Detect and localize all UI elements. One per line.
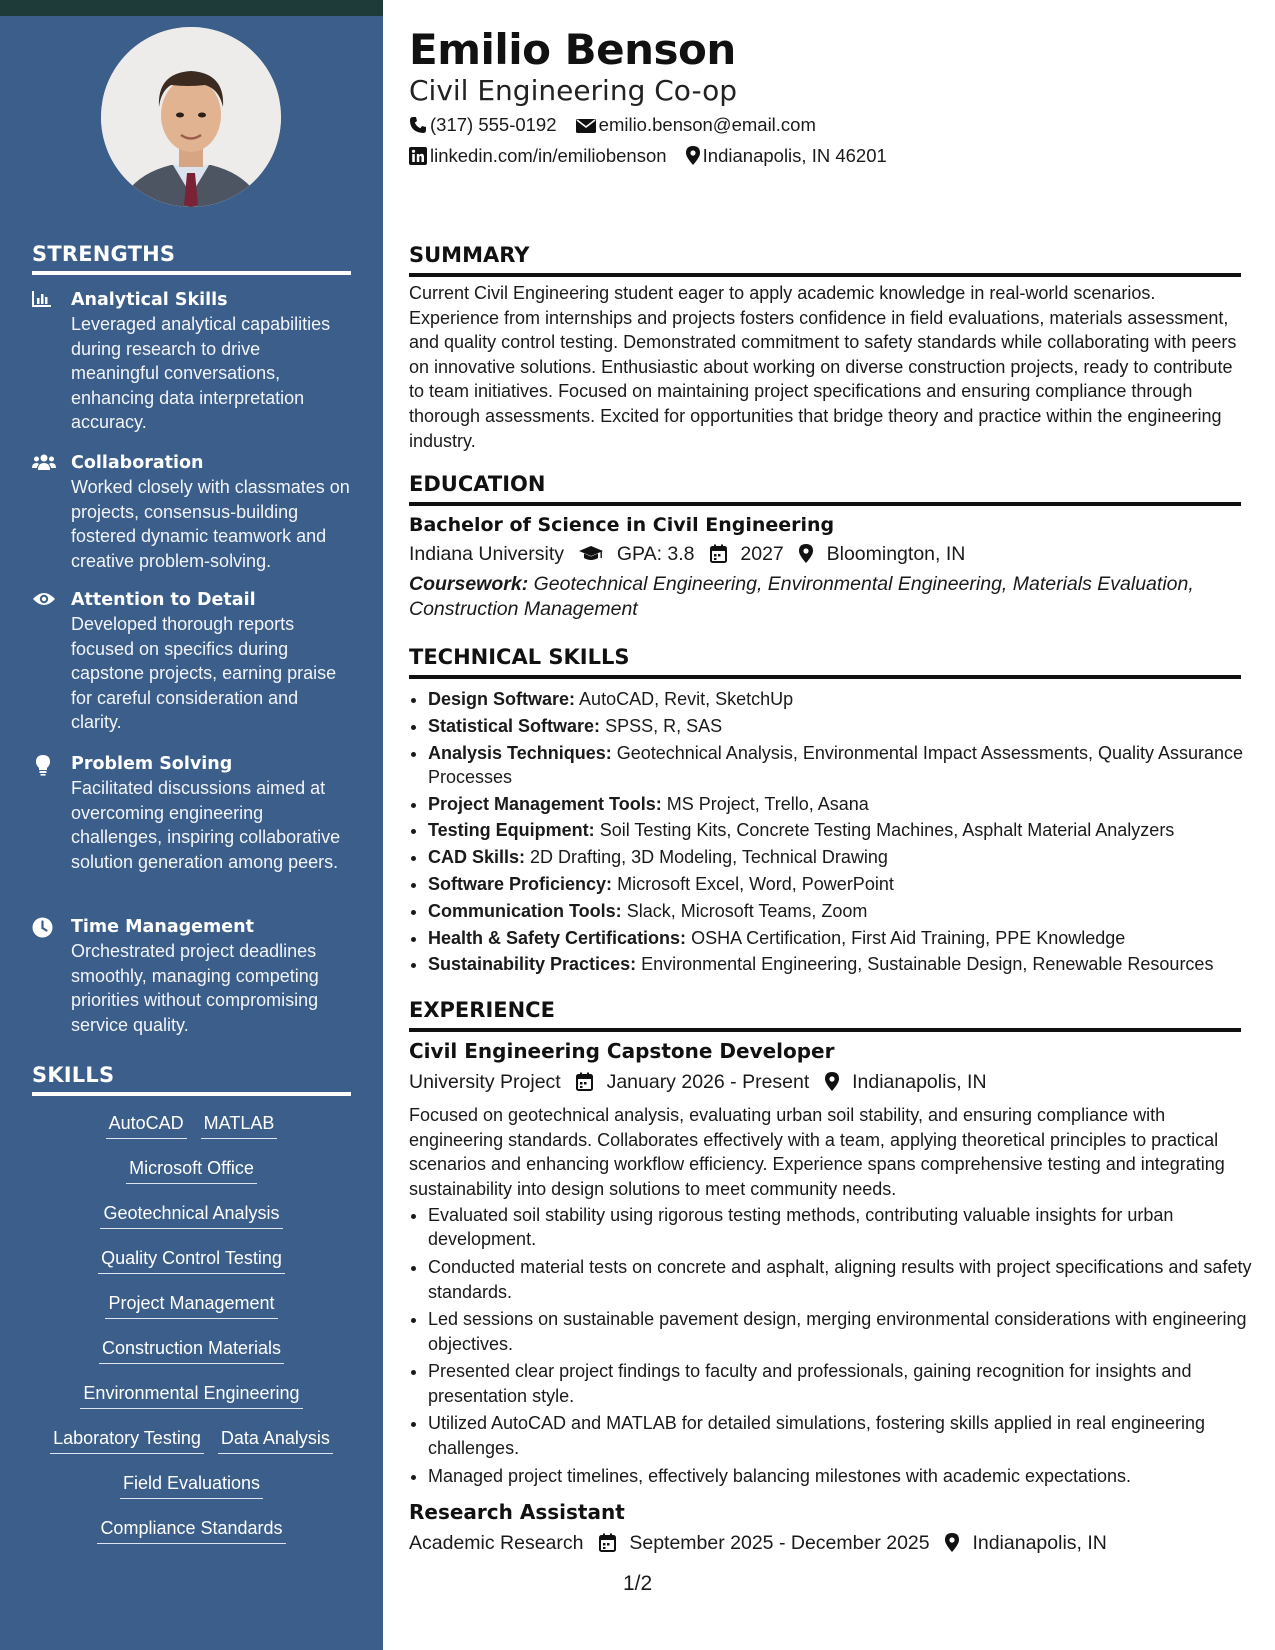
skill-values: 2D Drafting, 3D Modeling, Technical Drawing: [530, 847, 888, 868]
location-text: Indianapolis, IN 46201: [702, 145, 887, 166]
education-heading: EDUCATION: [409, 470, 1241, 506]
list-item: [428, 872, 1260, 896]
skill-tag: Construction Materials: [99, 1336, 284, 1364]
skill-tag: AutoCAD: [106, 1111, 187, 1139]
skill-category: Analysis Techniques:: [428, 742, 612, 763]
skill-category: Health & Safety Certifications:: [428, 927, 687, 948]
strength-item: [32, 588, 352, 735]
strength-item: [32, 451, 352, 573]
graduation-cap-icon: [579, 545, 603, 563]
skill-category: CAD Skills:: [428, 847, 526, 868]
list-item: [428, 818, 1260, 842]
map-pin-icon: [945, 1533, 959, 1552]
skill-row: [32, 1246, 351, 1274]
skill-tag: Environmental Engineering: [80, 1381, 302, 1409]
strength-title: Problem Solving: [71, 754, 233, 774]
skill-row: [32, 1381, 351, 1409]
strength-description: Orchestrated project deadlines smoothly, managing competing priorities without compromising service quality.: [71, 941, 319, 1035]
email-contact[interactable]: [576, 112, 816, 138]
skill-tag: Compliance Standards: [97, 1516, 285, 1544]
linkedin-icon: [409, 147, 427, 165]
list-item: [428, 714, 1260, 738]
map-pin-icon: [686, 146, 700, 165]
map-pin-icon: [825, 1072, 839, 1091]
sidebar: [0, 0, 383, 1650]
job-dates: September 2025 - December 2025: [629, 1532, 930, 1554]
skill-values: Environmental Engineering, Sustainable Design, Renewable Resources: [641, 954, 1214, 975]
calendar-icon: [576, 1072, 593, 1091]
skill-category: Communication Tools:: [428, 900, 622, 921]
summary-text: Current Civil Engineering student eager to apply academic knowledge in real-world scenarios. Experience from internships and projects fosters confidence in field evaluations, materials assessment, and quality control testing. Demonstrated commitment to safety standards while collaborating with peers on innovative solutions. Enthusiastic about working on diverse construction projects, ready to contribute to team initiatives. Focused on maintaining project specifications and ensuring compliance through thorough assessments. Excited for opportunities that bridge theory and practice within the engineering industry.: [409, 283, 1237, 451]
users-icon: [32, 453, 54, 475]
skill-tag: Quality Control Testing: [98, 1246, 285, 1274]
skill-row: [32, 1291, 351, 1319]
list-item: [428, 741, 1260, 789]
skills-heading: SKILLS: [32, 1061, 351, 1096]
skill-tag: Geotechnical Analysis: [100, 1201, 282, 1229]
skill-tag: Field Evaluations: [120, 1471, 263, 1499]
phone-contact: [409, 112, 557, 138]
strength-item: [32, 752, 352, 874]
lightbulb-icon: [32, 754, 54, 776]
experience-heading: EXPERIENCE: [409, 996, 1241, 1032]
strength-description: Developed thorough reports focused on specifics during capstone projects, earning praise for careful consideration and clarity.: [71, 614, 337, 733]
skill-category: Software Proficiency:: [428, 873, 613, 894]
list-item: [428, 687, 1260, 711]
skill-row: [32, 1201, 351, 1229]
education-degree: Bachelor of Science in Civil Engineering: [409, 514, 835, 536]
coursework-label: Coursework:: [409, 573, 529, 595]
strength-title: Time Management: [71, 917, 254, 937]
skill-row: [32, 1336, 351, 1364]
list-item: [428, 952, 1260, 976]
linkedin-url[interactable]: linkedin.com/in/emiliobenson: [430, 145, 667, 166]
strength-item: [32, 915, 352, 1037]
phone-number: (317) 555-0192: [430, 114, 557, 135]
job-title: Civil Engineering Capstone Developer: [409, 1039, 835, 1063]
skill-row: [32, 1111, 351, 1139]
coursework-list: Geotechnical Engineering, Environmental Engineering, Materials Evaluation, Construction Management: [409, 573, 1194, 620]
list-item: • Led sessions on sustainable pavement design, merging environmental considerations with engineering objectives.: [428, 1307, 1260, 1356]
skill-row: [32, 1471, 351, 1499]
skill-row: [32, 1426, 351, 1454]
job-organization: Academic Research: [409, 1532, 584, 1554]
candidate-title: Civil Engineering Co-op: [409, 74, 737, 107]
skill-category: Sustainability Practices:: [428, 954, 637, 975]
map-pin-icon: [799, 544, 813, 563]
skill-tag: Data Analysis: [218, 1426, 333, 1454]
job-location: Indianapolis, IN: [972, 1532, 1107, 1554]
strength-description: Leveraged analytical capabilities during research to drive meaningful conversations, enhancing data interpretation accuracy.: [71, 314, 331, 433]
job-bullets: [409, 1203, 1260, 1491]
job-dates: January 2026 - Present: [606, 1071, 810, 1093]
technical-skills-heading: TECHNICAL SKILLS: [409, 643, 1241, 679]
skill-row: [32, 1156, 351, 1184]
skill-values: Geotechnical Analysis, Environmental Impact Assessments, Quality Assurance Processes: [428, 742, 1244, 787]
strength-description: Worked closely with classmates on projects, consensus-building fostered dynamic teamwork and creative problem-solving.: [71, 477, 350, 571]
list-item: • Managed project timelines, effectively balancing milestones with academic expectations.: [428, 1464, 1260, 1488]
skill-values: Microsoft Excel, Word, PowerPoint: [617, 873, 894, 894]
skill-values: OSHA Certification, First Aid Training, PPE Knowledge: [691, 927, 1126, 948]
education-year: 2027: [740, 543, 784, 565]
list-item: • Evaluated soil stability using rigorous testing methods, contributing valuable insights for urban development.: [428, 1203, 1260, 1252]
list-item: [428, 845, 1260, 869]
contact-line: [409, 112, 830, 138]
skill-category: Statistical Software:: [428, 715, 601, 736]
list-item: [428, 926, 1260, 950]
page-number: 1/2: [623, 1572, 653, 1595]
summary-heading: SUMMARY: [409, 241, 1241, 277]
skill-values: AutoCAD, Revit, SketchUp: [579, 689, 794, 709]
clock-icon: [32, 917, 54, 939]
phone-icon: [409, 116, 427, 134]
skill-row: [32, 1516, 351, 1544]
calendar-icon: [710, 544, 727, 563]
skill-tag: Laboratory Testing: [50, 1426, 204, 1454]
education-meta: [409, 540, 965, 568]
avatar: [101, 27, 281, 207]
skill-values: MS Project, Trello, Asana: [666, 793, 869, 814]
skill-values: Soil Testing Kits, Concrete Testing Machines, Asphalt Material Analyzers: [599, 820, 1175, 841]
technical-skills-list: [409, 687, 1260, 979]
job-location: Indianapolis, IN: [852, 1071, 987, 1093]
envelope-icon: [576, 118, 596, 134]
strength-title: Collaboration: [71, 453, 204, 473]
list-item: [428, 792, 1260, 816]
list-item: [428, 899, 1260, 923]
job-title: Research Assistant: [409, 1500, 625, 1524]
strength-item: [32, 288, 352, 435]
skill-category: Testing Equipment:: [428, 820, 595, 841]
education-school: Indiana University: [409, 543, 564, 565]
list-item: • Utilized AutoCAD and MATLAB for detailed simulations, fostering skills applied in real engineering challenges.: [428, 1411, 1260, 1460]
list-item: • Conducted material tests on concrete and asphalt, aligning results with project specifications and safety standards.: [428, 1255, 1260, 1304]
education-location: Bloomington, IN: [826, 543, 966, 565]
skill-category: Project Management Tools:: [428, 793, 662, 814]
strengths-heading: STRENGTHS: [32, 240, 351, 275]
skill-tag: Project Management: [105, 1291, 277, 1319]
skill-values: SPSS, R, SAS: [605, 715, 723, 736]
candidate-name: Emilio Benson: [409, 25, 736, 74]
strength-title: Attention to Detail: [71, 590, 256, 610]
job-organization: University Project: [409, 1071, 561, 1093]
sidebar-top-bar: [0, 0, 383, 16]
job-meta: [409, 1529, 1107, 1557]
calendar-icon: [599, 1533, 616, 1552]
eye-icon: [32, 590, 54, 612]
location-contact: [686, 143, 887, 169]
education-coursework: [409, 572, 1241, 622]
education-gpa: GPA: 3.8: [616, 543, 695, 565]
job-meta: [409, 1068, 987, 1096]
skill-values: Slack, Microsoft Teams, Zoom: [626, 900, 868, 921]
list-item: • Presented clear project findings to faculty and professionals, gaining recognition for insights and presentation style.: [428, 1359, 1260, 1408]
bar-chart-icon: [32, 290, 54, 312]
job-summary: Focused on geotechnical analysis, evaluating urban soil stability, and ensuring compliance with engineering standards. Collaborates effectively with a team, applying theoretical principles to practical scenarios and enhancing workflow efficiency. Experience spans comprehensive testing and integrating sustainability into design solutions to meet community needs.: [409, 1105, 1225, 1199]
contact-line: [409, 143, 901, 169]
skill-tag: Microsoft Office: [126, 1156, 257, 1184]
skill-tag: MATLAB: [201, 1111, 278, 1139]
strength-description: Facilitated discussions aimed at overcoming engineering challenges, inspiring collaborative solution generation among peers.: [71, 778, 341, 872]
skill-category: Design Software:: [428, 689, 576, 709]
email-address[interactable]: emilio.benson@email.com: [598, 114, 816, 135]
linkedin-contact[interactable]: [409, 143, 667, 169]
strength-title: Analytical Skills: [71, 290, 228, 310]
